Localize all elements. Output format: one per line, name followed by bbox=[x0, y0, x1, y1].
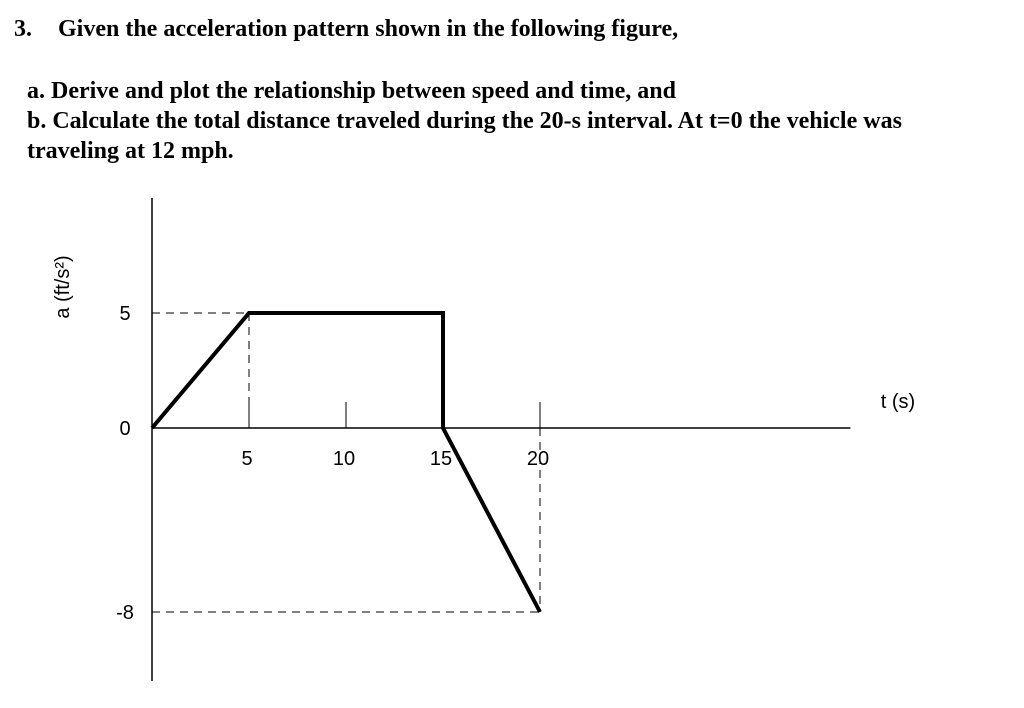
question-number: 3. bbox=[14, 16, 32, 42]
x-tick-label-20: 20 bbox=[526, 448, 550, 470]
x-tick-label-10: 10 bbox=[332, 448, 356, 470]
x-axis-label: t (s) bbox=[880, 391, 916, 413]
y-tick-label-0: 0 bbox=[119, 418, 131, 440]
question-prompt: Given the acceleration pattern shown in the following figure, bbox=[58, 16, 679, 42]
part-b-text: b. Calculate the total distance traveled during the 20-s interval. At t=0 the vehicle was bbox=[27, 108, 902, 134]
y-tick-label-neg8: -8 bbox=[116, 602, 134, 624]
part-a-text: a. Derive and plot the relationship between speed and time, and bbox=[27, 78, 676, 104]
y-axis-label: a (ft/s²) bbox=[52, 255, 74, 319]
part-b-continuation: traveling at 12 mph. bbox=[27, 138, 234, 164]
y-tick-label-5: 5 bbox=[119, 303, 131, 325]
x-tick-label-5: 5 bbox=[241, 448, 253, 470]
x-tick-label-15: 15 bbox=[429, 448, 453, 470]
chart-labels bbox=[52, 255, 915, 624]
chart-axes bbox=[152, 198, 850, 681]
